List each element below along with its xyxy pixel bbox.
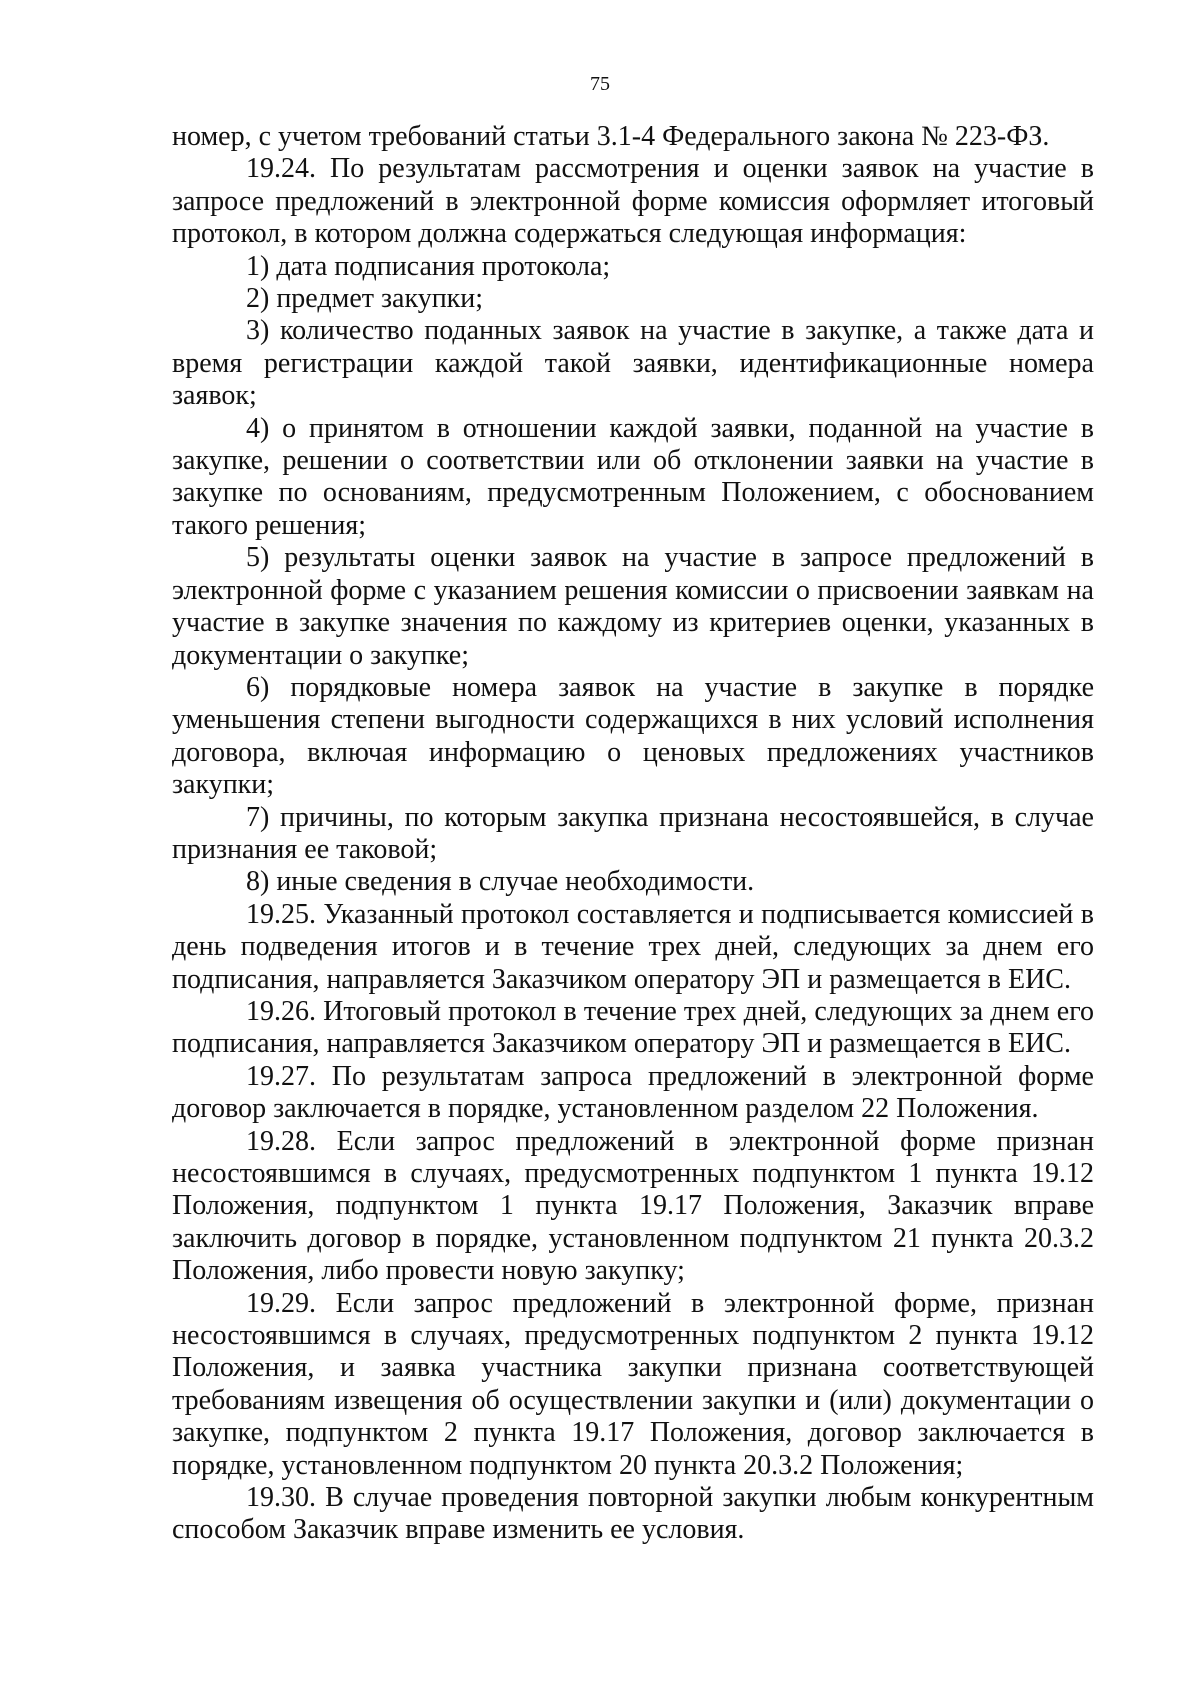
- list-item-2: 2) предмет закупки;: [246, 283, 484, 315]
- list-item-8: 8) иные сведения в случае необходимости.: [246, 866, 755, 898]
- paragraph-19-28: 19.28. Если запрос предложений в электронной форме признан несостоявшимся в случаях, предусмотренных подпунктом 1 пункта 19.12 Положения, подпунктом 1 пункта 19.17 Положения, Заказчик вправе заключить договор в порядке, установленном подпунктом 21 пункта 20.3.2 Положения, либо провести новую закупку;: [172, 1125, 1094, 1287]
- paragraph-19-25: 19.25. Указанный протокол составляется и подписывается комиссией в день подведения итогов и в течение трех дней, следующих за днем его подписания, направляется Заказчиком оператору ЭП и размещается в ЕИС.: [172, 898, 1094, 995]
- paragraph-19-24: 19.24. По результатам рассмотрения и оценки заявок на участие в запросе предложений в электронной форме комиссия оформляет итоговый протокол, в котором должна содержаться следующая информация:: [172, 153, 1094, 250]
- list-item-4: 4) о принятом в отношении каждой заявки, поданной на участие в закупке, решении о соответствии или об отклонении заявки на участие в закупке по основаниям, предусмотренным Положением, с обоснованием такого решения;: [172, 412, 1094, 541]
- paragraph-19-29: 19.29. Если запрос предложений в электронной форме, признан несостоявшимся в случаях, предусмотренных подпунктом 2 пункта 19.12 Положения, и заявка участника закупки признана соответствующей требованиям извещения об осуществлении закупки и (или) документации о закупке, подпунктом 2 пункта 19.17 Положения, договор заключается в порядке, установленном подпунктом 20 пункта 20.3.2 Положения;: [172, 1287, 1094, 1481]
- list-item-1: 1) дата подписания протокола;: [246, 250, 611, 282]
- list-item-7: 7) причины, по которым закупка признана несостоявшейся, в случае признания ее таковой;: [172, 801, 1094, 865]
- list-item-6: 6) порядковые номера заявок на участие в закупке в порядке уменьшения степени выгодности содержащихся в них условий исполнения договора, включая информацию о ценовых предложениях участников закупки;: [172, 671, 1094, 801]
- paragraph-19-27: 19.27. По результатам запроса предложений в электронной форме договор заключается в порядке, установленном разделом 22 Положения.: [172, 1060, 1094, 1125]
- paragraph-continuation: номер, с учетом требований статьи 3.1-4 Федерального закона № 223-ФЗ.: [172, 121, 1050, 152]
- paragraph-19-26: 19.26. Итоговый протокол в течение трех дней, следующих за днем его подписания, направляется Заказчиком оператору ЭП и размещается в ЕИС.: [172, 995, 1094, 1060]
- document-body: [172, 121, 1094, 1547]
- page-number: 75: [590, 73, 610, 95]
- list-item-5: 5) результаты оценки заявок на участие в запросе предложений в электронной форме с указанием решения комиссии о присвоении заявкам на участие в закупке значения по каждому из критериев оценки, указанных в документации о закупке;: [172, 542, 1094, 671]
- paragraph-19-30: 19.30. В случае проведения повторной закупки любым конкурентным способом Заказчик вправе изменить ее условия.: [172, 1482, 1094, 1546]
- list-item-3: 3) количество поданных заявок на участие в закупке, а также дата и время регистрации каждой такой заявки, идентификационные номера заявок;: [172, 315, 1094, 412]
